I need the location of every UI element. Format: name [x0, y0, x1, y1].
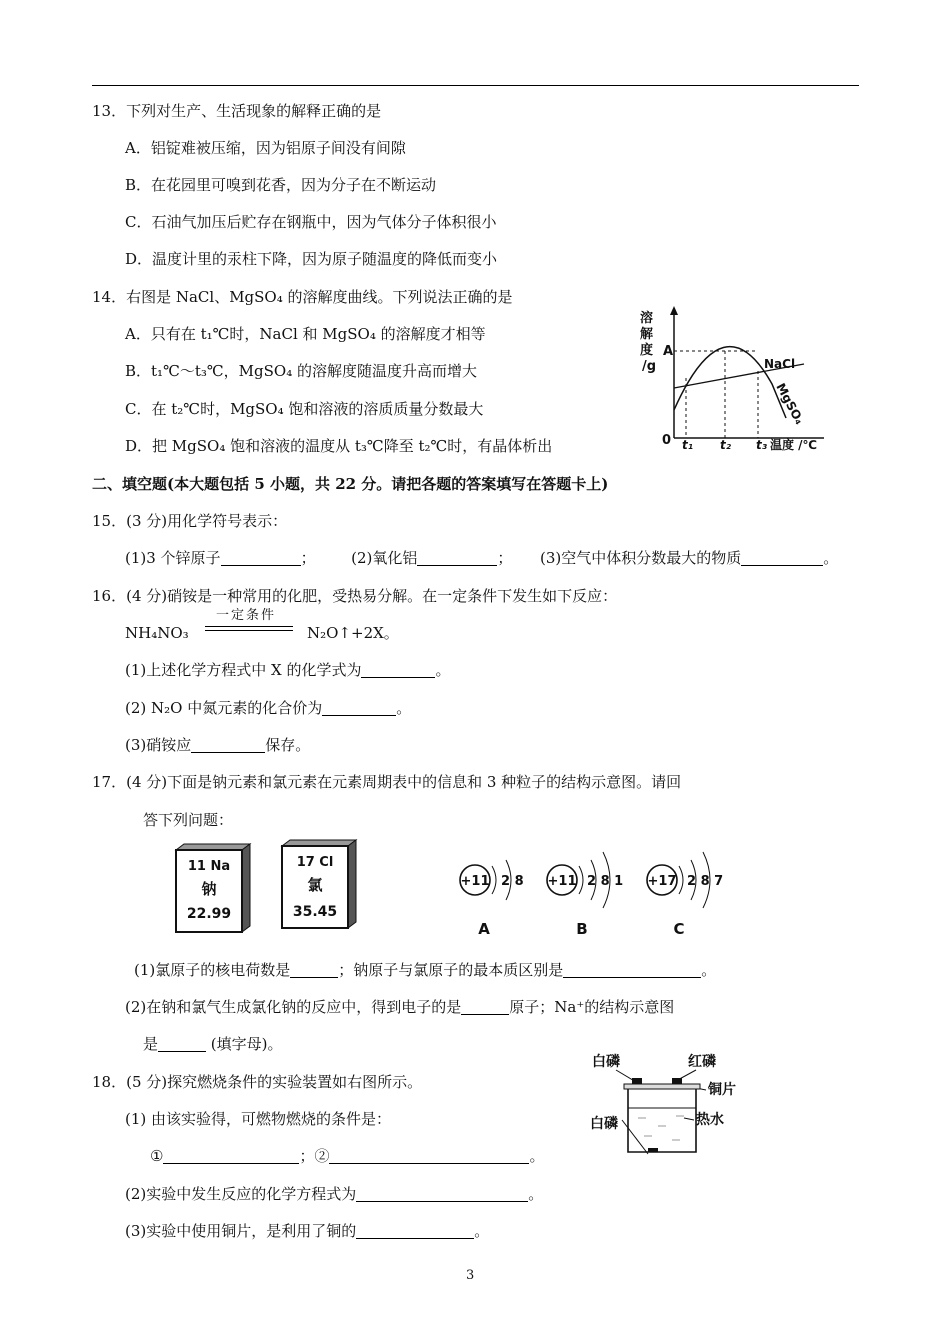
cl-name: 氯	[307, 876, 323, 894]
solubility-curve-figure	[636, 306, 826, 458]
section-2-heading: 二、填空题(本大题包括 5 小题，共 22 分。请把各题的答案填写在答题卡上)	[92, 475, 609, 493]
q15-blank-2[interactable]	[417, 549, 497, 566]
q17-stem: 17．(4 分)下面是钠元素和氯元素在元素周期表中的信息和 3 种粒子的结构示意图。请回	[92, 773, 682, 791]
q18-part2-text: (2)实验中发生反应的化学方程式为	[125, 1185, 357, 1203]
q17-part2-text-b: 原子；Na⁺的结构示意图	[509, 998, 675, 1016]
q18-blank-1[interactable]	[163, 1147, 299, 1164]
q16-part1-end: 。	[435, 661, 451, 679]
q17-part2-text-c: 是	[143, 1035, 159, 1053]
q16-part2	[125, 698, 411, 718]
q16-part3-text: (3)硝铵应	[125, 736, 192, 754]
copper-label: 铜片	[708, 1082, 736, 1098]
q17-part2-text-a: (2)在钠和氯气生成氯化钠的反应中，得到电子的是	[125, 998, 462, 1016]
page-number: 3	[466, 1268, 475, 1283]
q16-stem: 16．(4 分)硝铵是一种常用的化肥，受热易分解。在一定条件下发生如下反应：	[92, 587, 618, 605]
q16-condition: 一定条件	[216, 608, 277, 623]
x-axis-label: 温度 /℃	[770, 438, 818, 452]
q18-part1-blanks	[150, 1146, 544, 1166]
q18-end1: 。	[529, 1147, 545, 1165]
ylabel-2: 解	[640, 327, 654, 342]
white-p-top-label: 白磷	[592, 1054, 620, 1070]
ylabel-1: 溶	[640, 311, 654, 326]
q14-option-c: C．在 t₂℃时，MgSO₄ 饱和溶液的溶质质量分数最大	[125, 400, 484, 418]
q13-option-c: C．石油气加压后贮存在钢瓶中，因为气体分子体积很小	[125, 213, 497, 231]
q16-product: N₂O↑+2X。	[307, 624, 399, 642]
q16-blank-1[interactable]	[361, 661, 435, 678]
q16-part2-end: 。	[396, 699, 412, 717]
q17-part2-cont	[143, 1034, 283, 1054]
t3-label: t₃	[756, 438, 767, 452]
atom-structure-b	[547, 852, 623, 938]
q17-blank-2[interactable]	[563, 961, 701, 978]
ylabel-4: /g	[642, 359, 657, 374]
q15-part2: (2)氧化铝	[351, 549, 418, 567]
q17-part2	[125, 997, 674, 1017]
q14-option-d: D．把 MgSO₄ 饱和溶液的温度从 t₃℃降至 t₂℃时，有晶体析出	[125, 437, 553, 455]
atom-b-label: B	[576, 920, 588, 938]
t1-label: t₁	[682, 438, 693, 452]
red-p-label: 红磷	[688, 1054, 716, 1070]
ylabel-3: 度	[640, 343, 654, 358]
q15-end: 。	[823, 549, 839, 567]
atom-c-label: C	[673, 920, 685, 938]
q16-part3-end: 保存。	[265, 736, 311, 754]
q16-part2-text: (2) N₂O 中氮元素的化合价为	[125, 699, 323, 717]
hot-water-label: 热水	[696, 1112, 724, 1128]
q16-part1	[125, 660, 450, 680]
q18-part2	[125, 1184, 543, 1204]
mgso4-label: MgSO₄	[773, 380, 807, 427]
combustion-apparatus-figure	[588, 1048, 748, 1160]
q18-sep: ；②	[299, 1147, 330, 1165]
q17-part1-end: 。	[701, 961, 717, 979]
atom-a-nucleus: +11	[460, 874, 490, 889]
q15-blank-3[interactable]	[741, 549, 823, 566]
q15-sep1: ；	[300, 549, 316, 567]
atom-c-shells: 2 8 7	[687, 874, 724, 889]
q15-stem: 15．(3 分)用化学符号表示：	[92, 512, 288, 530]
q16-equation-bar-top	[205, 626, 293, 627]
q18-blank-2[interactable]	[329, 1147, 529, 1164]
q17-blank-1[interactable]	[290, 961, 338, 978]
cl-mass: 35.45	[292, 904, 338, 920]
q16-blank-2[interactable]	[322, 699, 396, 716]
atom-structure-c	[647, 852, 723, 938]
q16-part3	[125, 735, 310, 755]
q18-end2: 。	[528, 1185, 544, 1203]
origin-label: 0	[662, 433, 672, 448]
q13-option-a: A．铝锭难被压缩，因为铝原子间没有间隙	[125, 139, 406, 157]
q14-stem: 14．右图是 NaCl、MgSO₄ 的溶解度曲线。下列说法正确的是	[92, 288, 513, 306]
cl-element-card	[282, 840, 356, 928]
atom-b-nucleus: +11	[547, 874, 577, 889]
cl-number-symbol: 17 Cl	[296, 855, 334, 870]
q17-blank-3[interactable]	[461, 998, 509, 1015]
q17-part1-text-b: ；钠原子与氯原子的最本质区别是	[338, 961, 564, 979]
q18-stem: 18．(5 分)探究燃烧条件的实验装置如右图所示。	[92, 1073, 423, 1091]
q16-equation-bar-bottom	[205, 630, 293, 631]
q15-blank-1[interactable]	[221, 549, 301, 566]
q17-part2-end: (填字母)。	[210, 1035, 283, 1053]
q18-end3: 。	[474, 1222, 490, 1240]
q18-part1: (1) 由该实验得，可燃物燃烧的条件是：	[125, 1110, 392, 1128]
q18-part3-text: (3)实验中使用铜片，是利用了铜的	[125, 1222, 357, 1240]
white-p-water-label: 白磷	[590, 1116, 618, 1132]
na-name: 钠	[201, 880, 217, 898]
q17-stem-2: 答下列问题：	[143, 811, 234, 829]
q18-circle-1: ①	[150, 1147, 164, 1165]
atom-a-shells: 2 8	[501, 874, 524, 889]
q14-option-b: B．t₁℃～t₃℃，MgSO₄ 的溶解度随温度升高而增大	[125, 362, 477, 380]
q13-stem: 13．下列对生产、生活现象的解释正确的是	[92, 102, 382, 120]
q17-blank-4[interactable]	[158, 1035, 206, 1052]
atom-a-label: A	[478, 920, 490, 938]
nacl-label: NaCl	[764, 357, 796, 371]
q16-part1-text: (1)上述化学方程式中 X 的化学式为	[125, 661, 362, 679]
q18-part3	[125, 1221, 489, 1241]
q15-part3: (3)空气中体积分数最大的物质	[539, 549, 742, 567]
na-number-symbol: 11 Na	[187, 859, 231, 874]
na-element-card	[176, 844, 250, 932]
q15-sep2: ；	[497, 549, 513, 567]
q18-blank-3[interactable]	[356, 1185, 528, 1202]
q16-reactant: NH₄NO₃	[125, 624, 189, 642]
q18-blank-4[interactable]	[356, 1222, 474, 1239]
header-rule	[92, 85, 859, 86]
q17-part1-text-a: (1)氯原子的核电荷数是	[134, 961, 291, 979]
q15-parts	[125, 548, 838, 568]
atom-c-nucleus: +17	[647, 874, 677, 889]
atom-structure-a	[460, 860, 524, 938]
q17-part1	[134, 960, 716, 980]
point-a-label: A	[663, 344, 674, 359]
t2-label: t₂	[720, 438, 731, 452]
q13-option-b: B．在花园里可嗅到花香，因为分子在不断运动	[125, 176, 437, 194]
q14-option-a: A．只有在 t₁℃时，NaCl 和 MgSO₄ 的溶解度才相等	[125, 325, 486, 343]
atom-b-shells: 2 8 1	[587, 874, 624, 889]
q17-element-figure	[170, 836, 730, 942]
na-mass: 22.99	[186, 906, 232, 922]
q16-blank-3[interactable]	[191, 736, 265, 753]
q13-option-d: D．温度计里的汞柱下降，因为原子随温度的降低而变小	[125, 250, 498, 268]
q15-part1: (1)3 个锌原子	[125, 549, 221, 567]
